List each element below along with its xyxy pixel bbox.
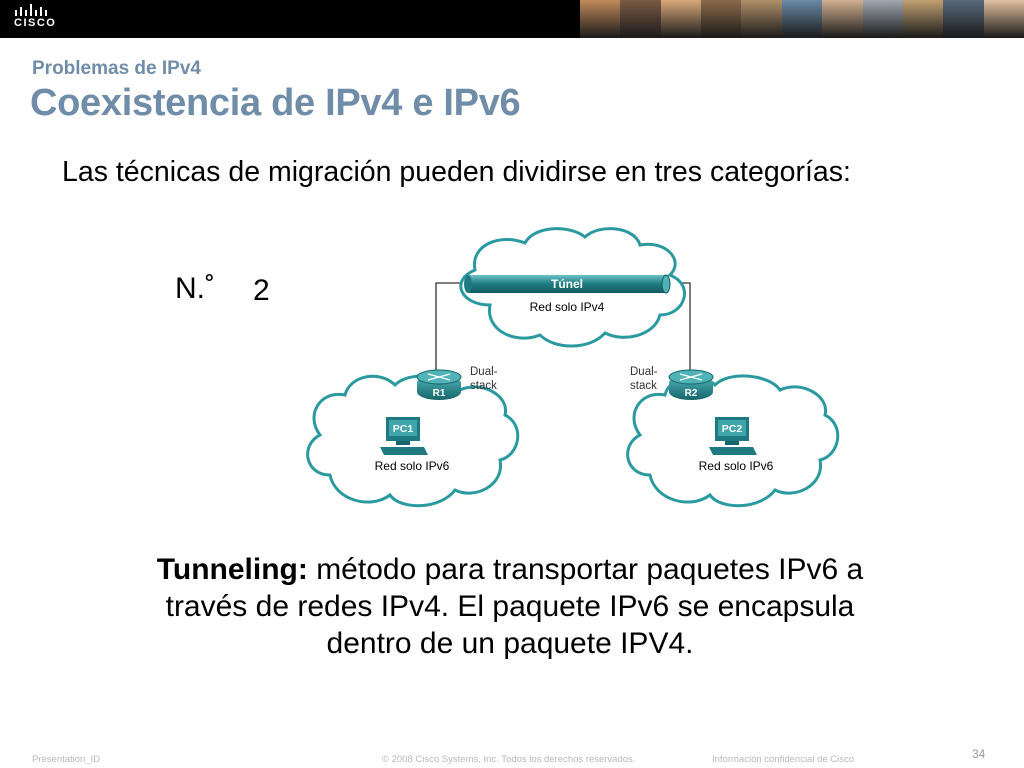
slide-title: Coexistencia de IPv4 e IPv6 xyxy=(30,82,521,124)
tunneling-diagram xyxy=(300,225,845,515)
header-photo xyxy=(620,0,660,38)
tunneling-caption-definition: método para transportar paquetes IPv6 a través de redes IPv4. El paquete IPv6 se encapsula dentro de un paquete IPV4. xyxy=(165,553,864,660)
pc2-label: PC2 xyxy=(721,423,743,435)
cisco-logo-text: CISCO xyxy=(14,17,57,29)
technique-number-label: N.˚ xyxy=(175,272,215,305)
header-photo xyxy=(782,0,822,38)
dual-stack-left-line2: stack xyxy=(470,380,497,392)
dual-stack-right-line2: stack xyxy=(630,380,657,392)
header-photo xyxy=(903,0,943,38)
pc1-label: PC1 xyxy=(392,423,414,435)
footer-confidential: Información confidencial de Cisco xyxy=(712,754,855,765)
router-r2 xyxy=(669,370,713,400)
header-photo xyxy=(741,0,781,38)
footer-copyright: © 2008 Cisco Systems, Inc. Todos los derechos reservados. xyxy=(382,754,636,765)
header-photo xyxy=(822,0,862,38)
header-photo-strip xyxy=(580,0,1024,38)
router-r2-label: R2 xyxy=(684,388,698,399)
tunnel-label: Túnel xyxy=(551,277,583,291)
router-r1 xyxy=(417,370,461,400)
dual-stack-right-line1: Dual- xyxy=(630,366,658,378)
tunneling-caption xyxy=(150,551,870,662)
core-network-label: Red solo IPv4 xyxy=(529,300,605,314)
slide-subtitle: Problemas de IPv4 xyxy=(32,58,201,79)
tunnel-tube xyxy=(464,275,670,293)
header-photo xyxy=(943,0,983,38)
header-photo xyxy=(701,0,741,38)
footer-presentation-id: Presentation_ID xyxy=(32,754,101,765)
header-photo xyxy=(661,0,701,38)
header-photo xyxy=(984,0,1024,38)
technique-number-value: 2 xyxy=(253,274,270,307)
right-network-label: Red solo IPv6 xyxy=(698,459,774,473)
body-text: Las técnicas de migración pueden dividirse en tres categorías: xyxy=(62,156,851,188)
left-network-label: Red solo IPv6 xyxy=(374,459,450,473)
header-photo xyxy=(863,0,903,38)
header-photo xyxy=(580,0,620,38)
tunneling-caption-term: Tunneling: xyxy=(156,553,308,586)
page-number: 34 xyxy=(972,747,986,761)
router-r1-label: R1 xyxy=(432,388,446,399)
header-bar xyxy=(0,0,1024,38)
dual-stack-left-line1: Dual- xyxy=(470,366,498,378)
